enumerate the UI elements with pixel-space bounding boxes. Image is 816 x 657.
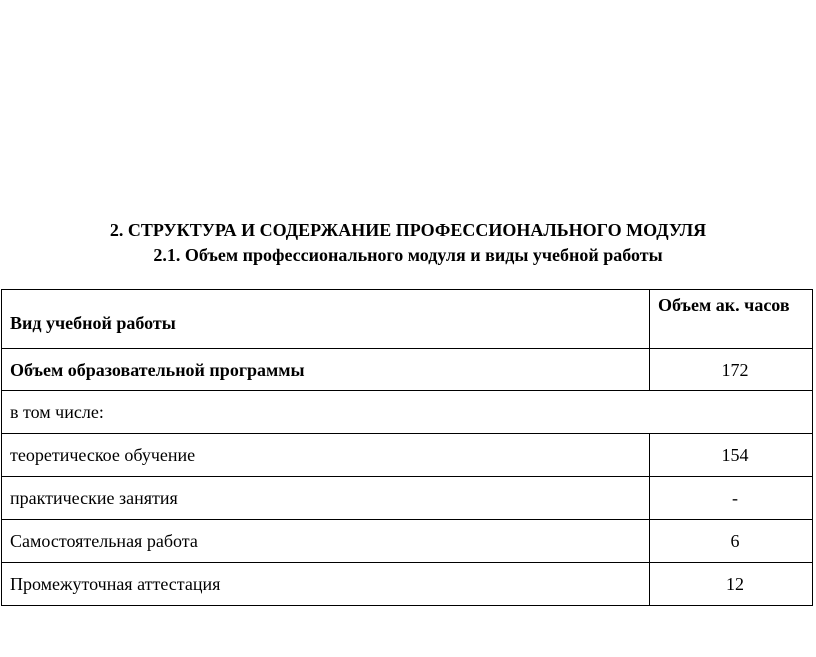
total-value: 172 [650, 349, 813, 391]
row-label: теоретическое обучение [2, 434, 650, 477]
work-volume-table [1, 289, 813, 606]
header-hours: Объем ак. часов [650, 290, 813, 349]
row-label: Самостоятельная работа [2, 520, 650, 563]
row-value: 154 [650, 434, 813, 477]
table-row [2, 563, 813, 606]
table-row-including [2, 391, 813, 434]
row-label: практические занятия [2, 477, 650, 520]
subsection-title: 2.1. Объем профессионального модуля и виды учебной работы [153, 245, 663, 265]
table-row [2, 520, 813, 563]
table-header-row [2, 290, 813, 349]
table-row [2, 477, 813, 520]
total-label: Объем образовательной программы [2, 349, 650, 391]
header-work-type: Вид учебной работы [2, 290, 650, 349]
row-value: 12 [650, 563, 813, 606]
table-row-total [2, 349, 813, 391]
row-value: 6 [650, 520, 813, 563]
including-label: в том числе: [2, 391, 813, 434]
table-row [2, 434, 813, 477]
row-value: - [650, 477, 813, 520]
section-title: 2. СТРУКТУРА И СОДЕРЖАНИЕ ПРОФЕССИОНАЛЬНОГО МОДУЛЯ [109, 220, 707, 240]
row-label: Промежуточная аттестация [2, 563, 650, 606]
